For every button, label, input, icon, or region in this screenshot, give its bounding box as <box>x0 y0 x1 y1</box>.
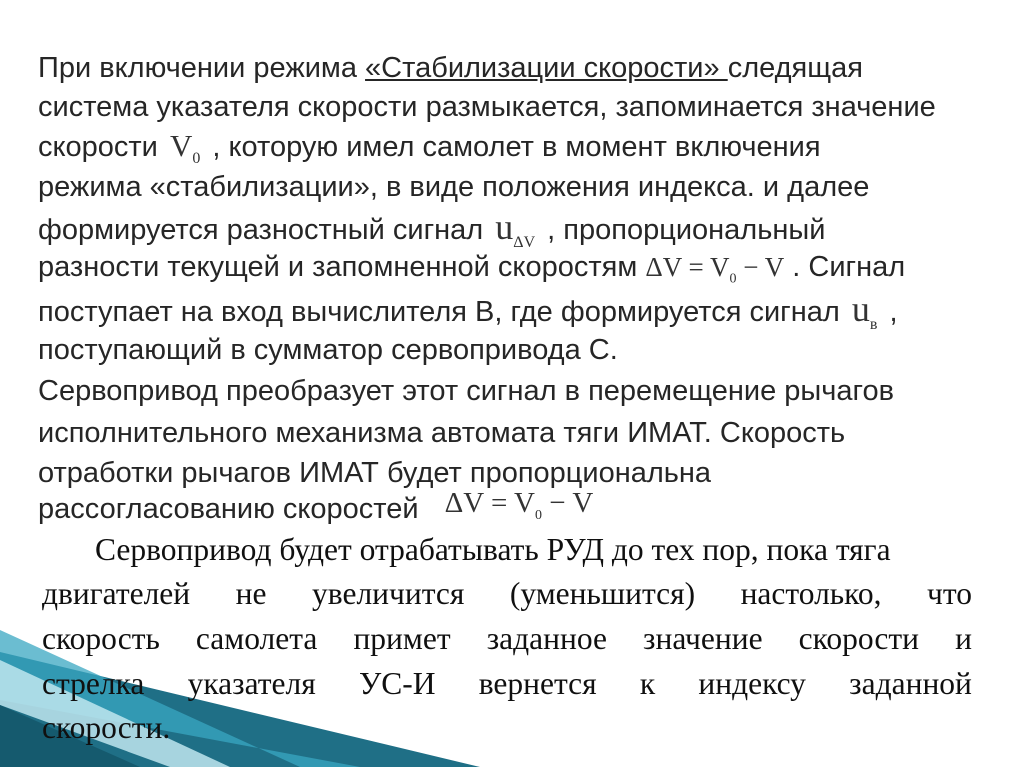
text-line-1: При включении режима «Стабилизации скорости» следящая <box>38 52 863 84</box>
u-delta-v-symbol: $u_{\Delta V}$ <box>495 207 536 252</box>
delta-v-formula: $\Delta V = V_0 - V$ <box>645 252 785 287</box>
para2-line-5: скорости. <box>42 710 171 745</box>
text-line-9: Сервопривод преобразует этот сигнал в перемещение рычагов <box>38 375 894 407</box>
text-line-12: рассогласованию скоростей $\Delta V = V_0 - V$ <box>38 489 998 529</box>
text-line-6: разности текущей и запомненной скоростям $\Delta V = V_0 - V$ . Сигнал <box>38 247 998 287</box>
text-line-11: отработки рычагов ИМАТ будет пропорциональна <box>38 457 712 489</box>
text-line-3: скорости $V_0$ , которую имел самолет в момент включения <box>38 126 998 166</box>
delta-v-formula-2: $\Delta V = V_0 - V$ <box>444 487 594 523</box>
para2-line-4: стрелка указателя УС-И вернется к индексу заданной <box>42 666 972 701</box>
underlined-term: «Стабилизации скорости» <box>365 52 728 84</box>
para2-line-2: двигателей не увеличится (уменьшится) настолько, что <box>42 576 972 611</box>
text-line-8: поступающий в сумматор сервопривода С. <box>38 334 618 366</box>
text-line-10: исполнительного механизма автомата тяги ИМАТ. Скорость <box>38 417 846 449</box>
u-b-symbol: $u_в$ <box>851 289 878 334</box>
text-line-4: режима «стабилизации», в виде положения индекса. и далее <box>38 171 870 203</box>
para2-line-3: скорость самолета примет заданное значение скорости и <box>42 621 972 656</box>
para2-line-1: Сервопривод будет отрабатывать РУД до тех пор, пока тяга <box>95 532 891 567</box>
text-line-2: система указателя скорости размыкается, запоминается значение <box>38 91 936 123</box>
text-line-5: формируется разностный сигнал $u_{\Delta V}$ , пропорциональный <box>38 207 998 247</box>
v0-symbol: $V_0$ <box>169 128 201 168</box>
text-line-7: поступает на вход вычислителя В, где формируется сигнал $u_в$ , <box>38 289 998 329</box>
